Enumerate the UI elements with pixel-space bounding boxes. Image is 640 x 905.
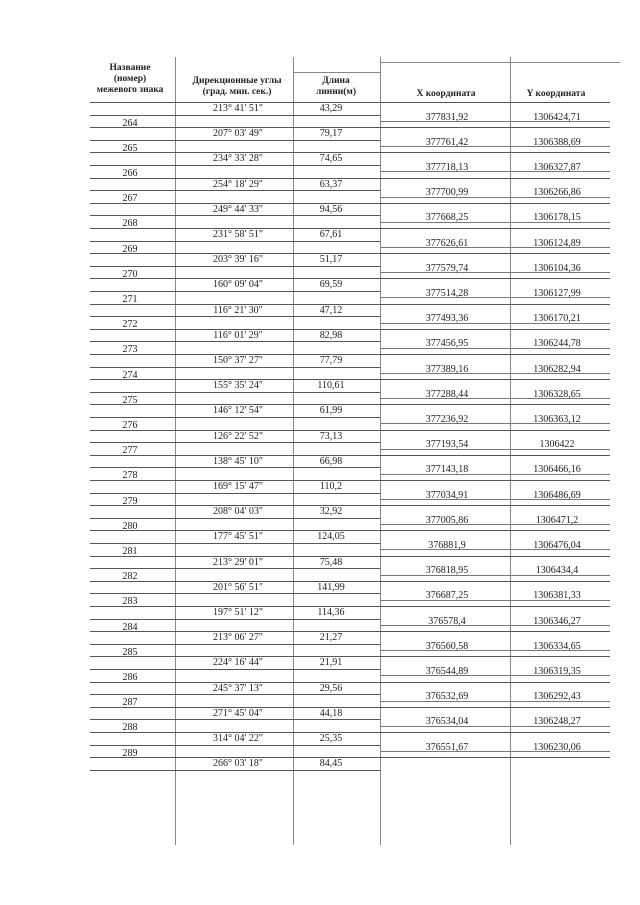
segment-angle: 224° 16' 44" [213,657,263,669]
segment-length: 43,29 [319,103,343,114]
point-x-coordinate: 377456,95 [425,338,469,350]
point-x-coordinate: 377143,18 [425,464,469,476]
point-name: 273 [122,344,138,356]
row-rule-point-38 [90,581,610,582]
segment-length: 66,98 [319,455,343,467]
point-name: 277 [122,445,138,457]
segment-length: 44,18 [319,707,343,719]
point-y-coordinate: 1306486,69 [533,489,581,501]
point-name: 287 [122,697,138,709]
header-name-line-1: Название [109,63,151,73]
point-x-coordinate: 377718,13 [425,162,469,173]
segment-length: 32,92 [319,506,343,518]
point-y-coordinate: 1306424,71 [533,111,581,123]
point-x-coordinate: 377005,86 [425,514,469,526]
segment-length: 61,99 [319,405,343,417]
point-x-coordinate: 377493,36 [425,313,469,325]
point-name: 271 [122,294,138,305]
row-rule-segment-1 [90,115,380,116]
row-rule-point-16 [90,304,610,305]
point-name: 289 [122,747,138,759]
point-name: 284 [122,621,138,633]
segment-angle: 231° 58' 51" [213,229,263,240]
point-x-coordinate: 377236,92 [425,414,469,425]
point-name: 278 [122,470,138,482]
header-name-line-2: (номер) [113,74,147,84]
header-bottom-rule [90,102,610,103]
point-x-coordinate: 377700,99 [425,187,469,199]
segment-length: 69,59 [319,279,343,291]
point-name: 274 [122,369,138,381]
point-x-coordinate: 376544,89 [425,666,469,677]
row-rule-point-2 [90,127,610,128]
segment-length: 110,2 [319,481,343,492]
point-y-coordinate: 1306124,89 [533,237,581,249]
point-y-coordinate: 1306230,06 [533,741,581,753]
row-rule-point-14 [90,278,610,279]
point-x-coordinate: 377831,92 [425,111,469,123]
point-y-coordinate: 1306363,12 [533,414,581,425]
point-x-coordinate: 377193,54 [425,439,469,451]
point-y-coordinate: 1306334,65 [533,640,581,652]
header-name-column [97,63,164,96]
segment-angle: 213° 06' 27" [213,632,263,644]
point-y-coordinate: 1306248,27 [533,716,581,728]
point-x-coordinate: 377579,74 [425,262,469,274]
segment-angle: 146° 12' 54" [213,405,263,417]
row-rule-point-42 [90,631,610,632]
point-name: 272 [122,319,138,331]
segment-angle: 138° 45' 10" [213,455,263,467]
point-y-coordinate: 1306178,15 [533,212,581,224]
point-name: 288 [122,722,138,734]
segment-length: 51,17 [319,254,343,266]
segment-length: 67,61 [319,229,343,240]
xy-rule-13 [380,449,610,450]
segment-angle: 177° 45' 51" [213,531,263,543]
segment-length: 21,91 [319,657,343,669]
point-x-coordinate: 377389,16 [425,363,469,375]
point-name: 269 [122,243,138,255]
row-rule-point-18 [90,329,610,330]
row-rule-segment-11 [90,241,380,242]
segment-length: 74,65 [319,153,343,165]
point-y-coordinate: 1306422 [539,439,575,451]
point-name: 283 [122,596,138,608]
segment-angle: 197° 51' 12" [213,607,263,618]
point-x-coordinate: 377668,25 [425,212,469,224]
segment-angle: 160° 09' 04" [213,279,263,291]
segment-length: 63,37 [319,178,343,190]
point-y-coordinate: 1306466,16 [533,464,581,476]
point-y-coordinate: 1306346,27 [533,615,581,627]
row-rule-point-10 [90,228,610,229]
segment-angle: 213° 41' 51" [213,103,263,114]
point-y-coordinate: 1306328,65 [533,388,581,400]
point-name: 268 [122,218,138,230]
segment-angle: 271° 45' 04" [213,707,263,719]
segment-angle: 155° 35' 24" [213,380,263,392]
header-length-line-1: Длина [322,76,350,86]
point-name: 286 [122,672,138,683]
row-rule-point-50 [90,732,610,733]
point-x-coordinate: 376551,67 [425,741,469,753]
point-x-coordinate: 377626,61 [425,237,469,249]
point-name: 285 [122,646,138,658]
segment-angle: 169° 15' 47" [213,481,263,492]
point-name: 267 [122,193,138,205]
row-rule-point-40 [90,606,610,607]
point-y-coordinate: 1306471,2 [535,514,579,526]
header-x-column: X координата [416,89,476,99]
point-y-coordinate: 1306434,4 [535,565,579,577]
point-y-coordinate: 1306127,99 [533,288,581,299]
point-y-coordinate: 1306319,35 [533,666,581,677]
point-name: 264 [122,117,138,129]
row-rule-segment-51 [90,745,380,746]
point-x-coordinate: 376560,58 [425,640,469,652]
row-rule-point-46 [90,682,610,683]
point-name: 266 [122,168,138,179]
segment-angle: 254° 18' 29" [213,178,263,190]
row-rule-point-48 [90,707,610,708]
point-y-coordinate: 1306282,94 [533,363,581,375]
point-y-coordinate: 1306266,86 [533,187,581,199]
segment-length: 73,13 [319,430,343,442]
row-rule-point-26 [90,430,610,431]
segment-length: 110,61 [317,380,345,392]
segment-length: 141,99 [317,581,345,593]
point-x-coordinate: 377034,91 [425,489,469,501]
col-sep-1 [175,57,176,845]
segment-length: 124,05 [317,531,345,543]
segment-angle: 201° 56' 51" [213,581,263,593]
segment-length: 82,98 [319,329,343,341]
segment-angle: 207° 03' 49" [213,128,263,140]
row-rule-segment-41 [90,619,380,620]
segment-angle: 126° 22' 52" [213,430,263,442]
point-x-coordinate: 376534,04 [425,716,469,728]
header-length-column [316,76,356,98]
segment-length: 25,35 [319,733,343,744]
point-y-coordinate: 1306327,87 [533,162,581,173]
segment-angle: 116° 21' 30" [213,304,263,316]
header-angle-column [193,76,282,98]
point-y-coordinate: 1306388,69 [533,136,581,148]
row-rule-point-52 [90,757,610,758]
point-name: 280 [122,520,138,532]
row-rule-point-34 [90,530,610,531]
point-x-coordinate: 376687,25 [425,590,469,602]
point-name: 279 [122,495,138,507]
point-y-coordinate: 1306244,78 [533,338,581,350]
point-name: 265 [122,142,138,154]
header-top-rule-xy [380,62,620,63]
segment-angle: 203° 39' 16" [213,254,263,266]
segment-angle: 234° 33' 28" [213,153,263,165]
segment-length: 47,12 [319,304,343,316]
header-y-column: Y координата [526,89,586,99]
row-rule-point-4 [90,152,610,153]
point-name: 275 [122,394,138,406]
row-rule-point-22 [90,379,610,380]
point-y-coordinate: 1306476,04 [533,540,581,551]
row-rule-point-6 [90,178,610,179]
segment-angle: 249° 44' 33" [213,203,263,215]
segment-angle: 208° 04' 03" [213,506,263,518]
header-angle-line-2: (град. мин. сек.) [202,87,272,97]
point-name: 270 [122,268,138,280]
point-x-coordinate: 377514,28 [425,288,469,299]
col-sep-2 [293,57,294,845]
row-rule-point-8 [90,203,610,204]
row-rule-point-12 [90,253,610,254]
segment-angle: 116° 01' 29" [213,329,263,341]
segment-angle: 314° 04' 22" [213,733,263,744]
row-rule-point-28 [90,455,610,456]
segment-angle: 213° 29' 01" [213,556,263,568]
row-rule-point-24 [90,404,610,405]
row-rule-point-36 [90,556,610,557]
point-x-coordinate: 376818,95 [425,565,469,577]
row-rule-point-30 [90,480,610,481]
row-rule-segment-21 [90,367,380,368]
segment-length: 79,17 [319,128,343,140]
point-x-coordinate: 376881,9 [428,540,466,551]
point-y-coordinate: 1306104,36 [533,262,581,274]
segment-length: 84,45 [319,758,343,770]
point-y-coordinate: 1306292,43 [533,691,581,703]
segment-angle: 266° 03' 18" [213,758,263,770]
point-x-coordinate: 377288,44 [425,388,469,400]
point-x-coordinate: 376578,4 [428,615,466,627]
segment-angle: 245° 37' 13" [213,682,263,694]
point-y-coordinate: 1306170,21 [533,313,581,325]
header-length-line-2: линии(м) [315,87,357,97]
row-rule-point-20 [90,354,610,355]
row-rule-point-32 [90,505,610,506]
point-x-coordinate: 377761,42 [425,136,469,148]
header-angle-line-1: Дирекционные углы [192,76,282,86]
point-name: 276 [122,420,138,431]
header-name-line-3: межевого знака [96,85,164,95]
segment-length: 29,56 [319,682,343,694]
point-y-coordinate: 1306381,33 [533,590,581,602]
segment-angle: 150° 37' 27" [213,355,263,366]
segment-length: 77,79 [319,355,343,366]
segment-length: 75,48 [319,556,343,568]
segment-length: 114,36 [317,607,345,618]
segment-length: 94,56 [319,203,343,215]
segment-length: 21,27 [319,632,343,644]
header-top-rule-length [293,72,380,73]
row-rule-segment-31 [90,493,380,494]
point-name: 282 [122,571,138,583]
row-rule-point-44 [90,656,610,657]
point-x-coordinate: 376532,69 [425,691,469,703]
point-name: 281 [122,546,138,557]
